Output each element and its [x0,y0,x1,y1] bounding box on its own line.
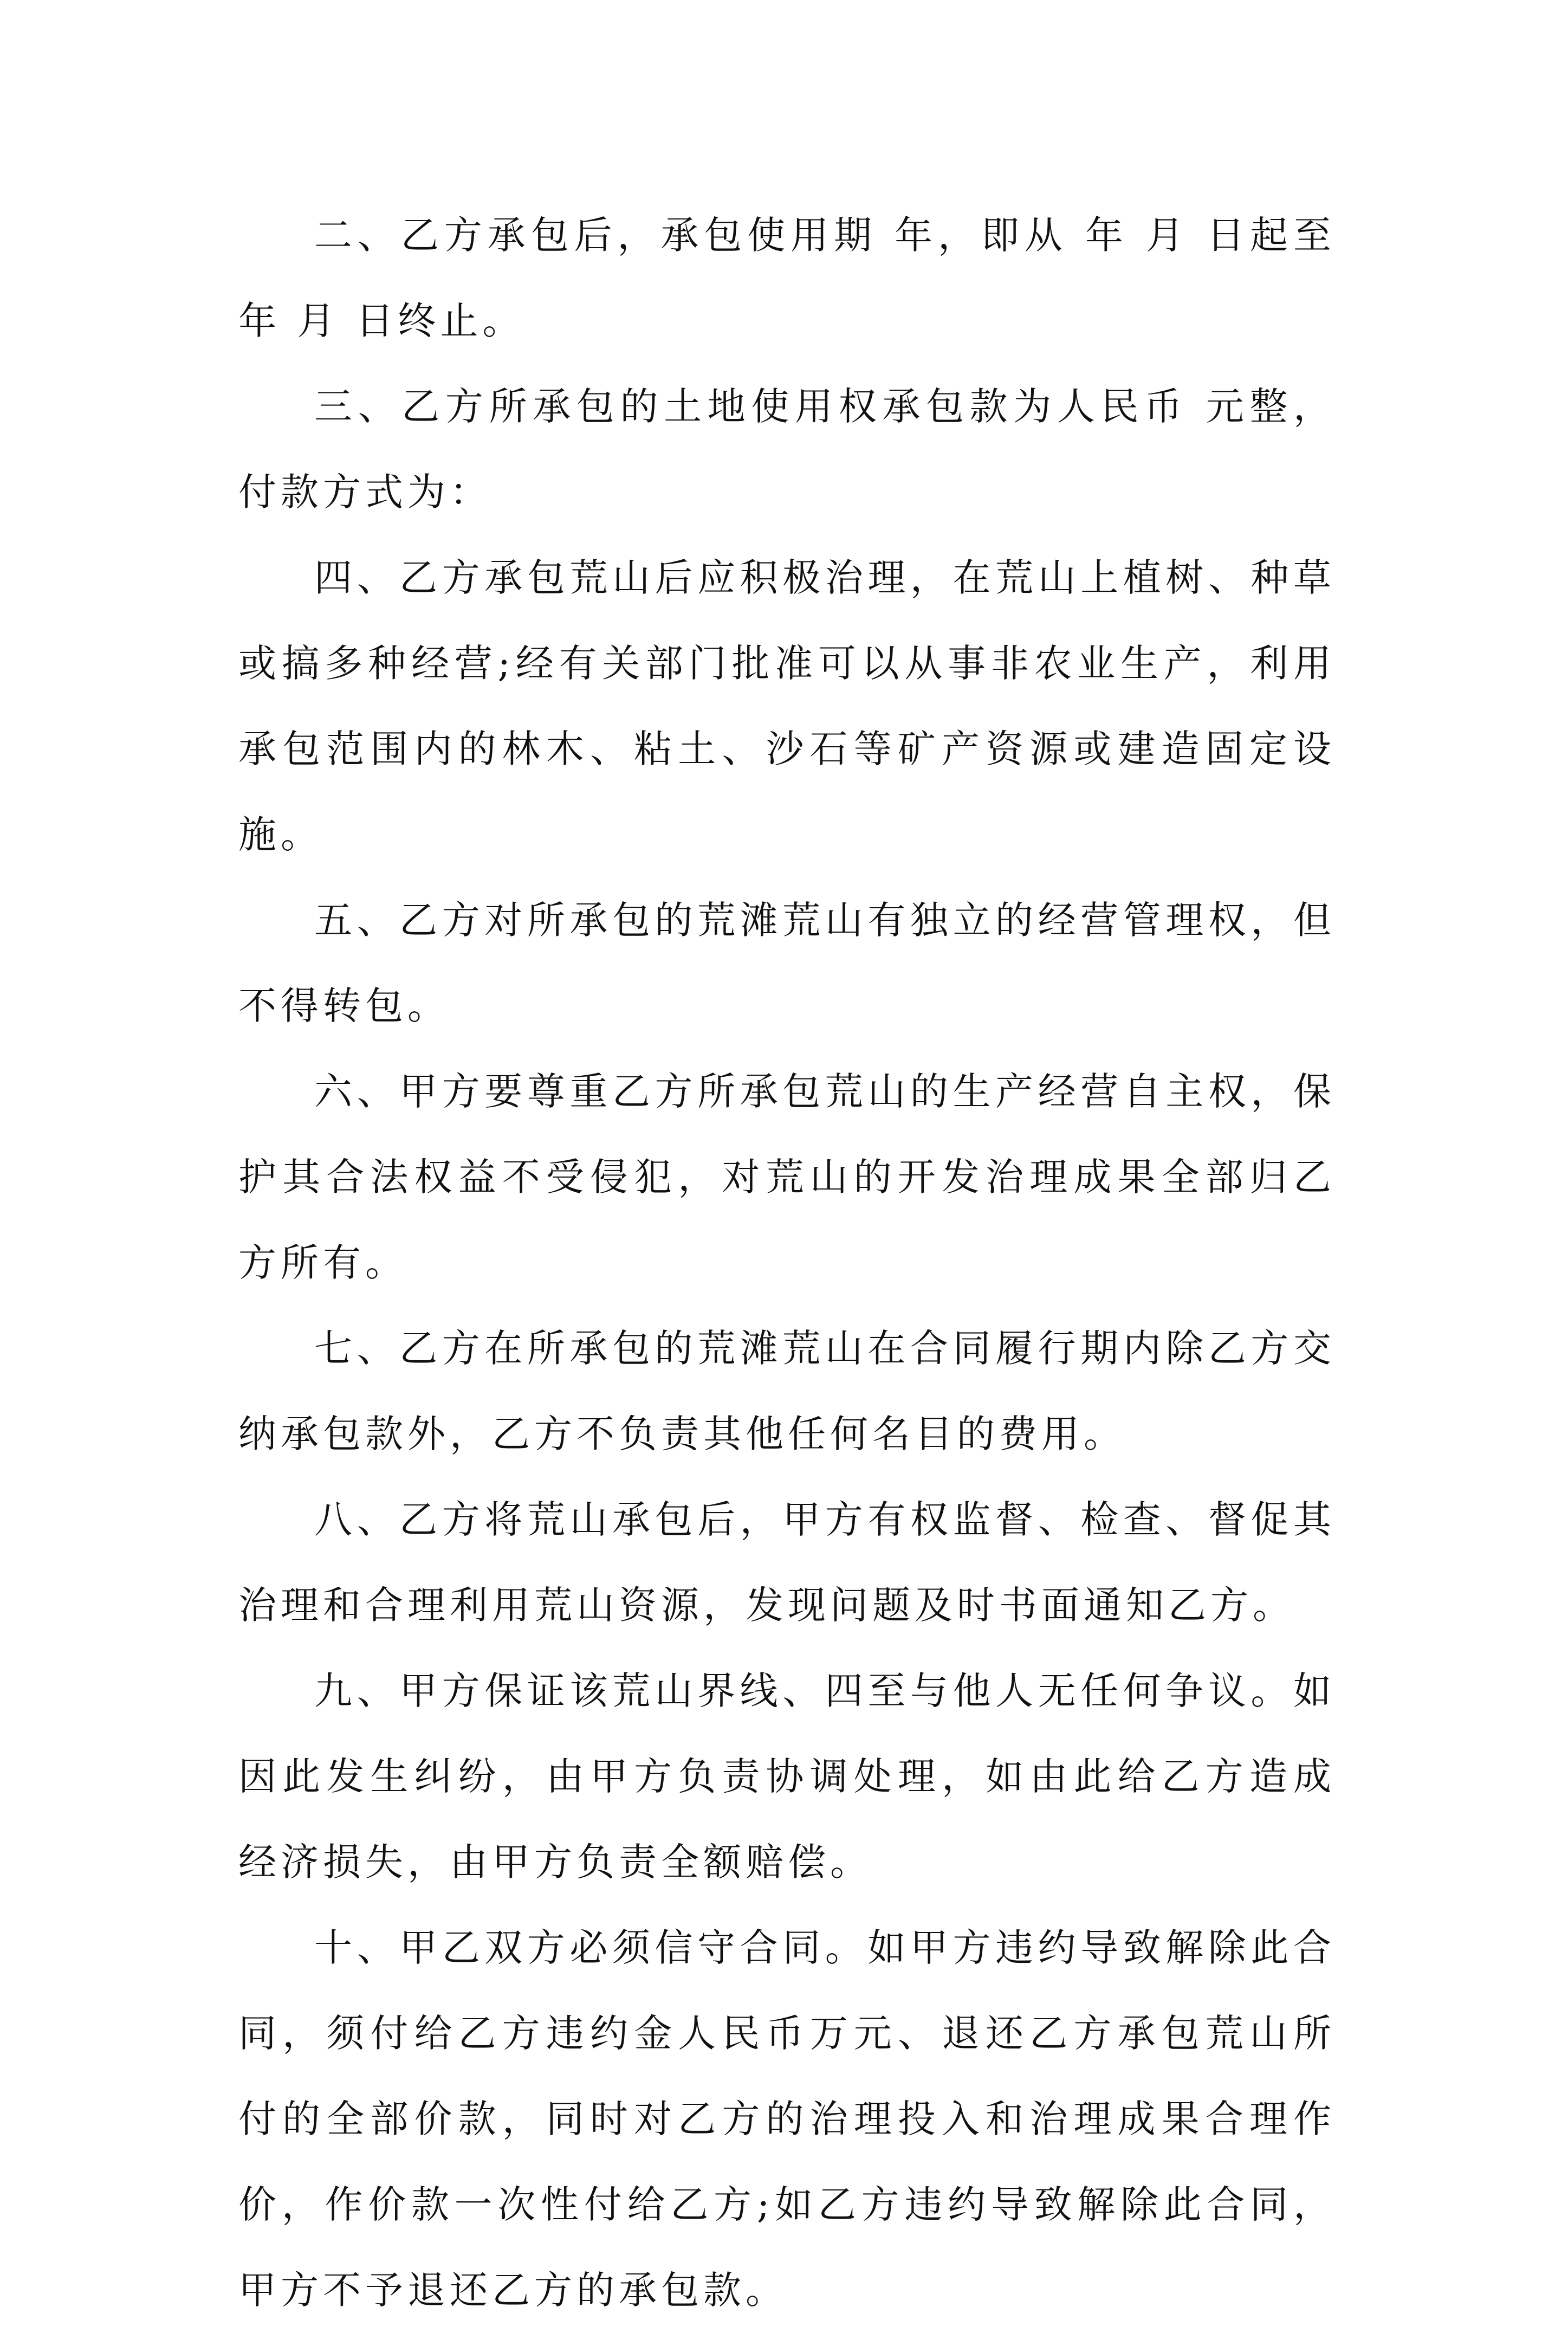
clause-8-supervision: 八、乙方将荒山承包后，甲方有权监督、检查、督促其治理和合理利用荒山资源，发现问题及时书面通知乙方。 [238,1497,1336,1627]
clause-3-payment: 三、乙方所承包的土地使用权承包款为人民币 元整，付款方式为： [238,384,1336,514]
clause-2-term: 二、乙方承包后，承包使用期 年，即从 年 月 日起至 年 月 日终止。 [238,213,1336,343]
clause-10-breach: 十、甲乙双方必须信守合同。如甲方违约导致解除此合同，须付给乙方违约金人民币万元、退还乙方承包荒山所付的全部价款，同时对乙方的治理投入和治理成果合理作价，作价款一次性付给乙方;如乙方违约导致解除此合同，甲方不予退还乙方的承包款。 [238,1925,1336,2312]
clause-4-management: 四、乙方承包荒山后应积极治理，在荒山上植树、种草或搞多种经营;经有关部门批准可以从事非农业生产，利用承包范围内的林木、粘土、沙石等矿产资源或建造固定设施。 [238,555,1336,857]
clause-5-rights: 五、乙方对所承包的荒滩荒山有独立的经营管理权，但不得转包。 [238,898,1336,1028]
clause-9-boundary: 九、甲方保证该荒山界线、四至与他人无任何争议。如因此发生纠纷，由甲方负责协调处理，如由此给乙方造成经济损失，由甲方负责全额赔偿。 [238,1669,1336,1884]
clause-6-autonomy: 六、甲方要尊重乙方所承包荒山的生产经营自主权，保护其合法权益不受侵犯，对荒山的开发治理成果全部归乙方所有。 [238,1069,1336,1285]
clause-7-fees: 七、乙方在所承包的荒滩荒山在合同履行期内除乙方交纳承包款外，乙方不负责其他任何名目的费用。 [238,1326,1336,1456]
contract-body [238,192,1336,2333]
